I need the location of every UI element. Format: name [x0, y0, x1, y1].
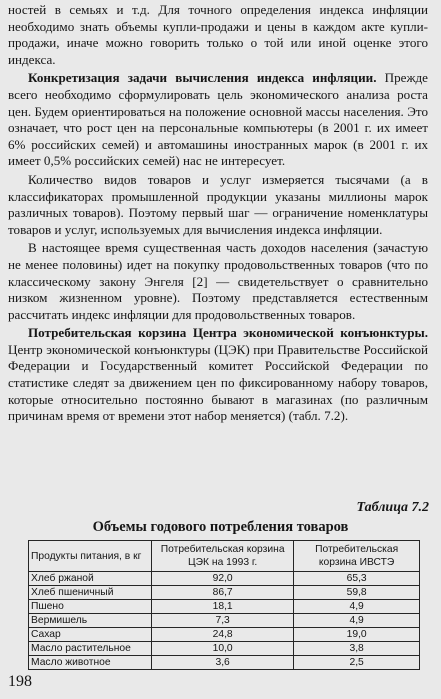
paragraph-2: [8, 70, 428, 170]
table-title: Объемы годового потребления товаров: [92, 519, 349, 535]
header-products: Продукты питания, в кг: [29, 541, 152, 572]
paragraph-2-text: Прежде всего необходимо сформулировать цель экономического анализа роста цен. Будем ориентироваться на положение основной массы населения. Это означает, что рост цен на персональные компьютеры (в 2001 г. их имеет 6% российских семей) и автомашины иностранных марок (в 2001 г. их имеет 0,5% российских семей) нас не интересует.: [8, 70, 428, 169]
cek-value: 18,1: [152, 600, 294, 614]
product-name: Сахар: [29, 628, 152, 642]
table-row: [29, 600, 420, 614]
table-row: [29, 628, 420, 642]
paragraph-4: В настоящее время существенная часть доходов населения (зачастую не менее половины) идет на покупку продовольственных товаров (что по классическому закону Энгеля [2] — свидетельствует о сравнительно низком жизненном уровне). Поэтому представляется естественным рассчитать индекс инфляции для продовольственных товаров.: [8, 240, 428, 322]
table-caption: Таблица 7.2: [356, 500, 429, 515]
cek-value: 7,3: [152, 614, 294, 628]
table-row: [29, 572, 420, 586]
ivste-value: 3,8: [294, 642, 420, 656]
ivste-value: 59,8: [294, 586, 420, 600]
table-row: [29, 614, 420, 628]
ivste-value: 4,9: [294, 614, 420, 628]
product-name: Масло растительное: [29, 642, 152, 656]
header-ivste-basket: Потребительская корзина ИВСТЭ: [294, 541, 420, 572]
paragraph-1: ностей в семьях и т.д. Для точного определения индекса инфляции необходимо знать объемы купли-продажи и цены в каждом акте купли-продажи, иначе можно говорить только о той или иной оценке этого индекса.: [8, 2, 428, 67]
table-header-row: [29, 541, 420, 572]
ivste-value: 4,9: [294, 600, 420, 614]
header-cek-basket: Потребительская корзина ЦЭК на 1993 г.: [152, 541, 294, 572]
paragraph-3: Количество видов товаров и услуг измеряется тысячами (а в классификаторах промышленной продукции указаны миллионы марок различных товаров). Поэтому первый шаг — ограничение номенклатуры товаров и услуг, используемых для вычисления индекса инфляции.: [8, 171, 428, 237]
product-name: Масло животное: [29, 656, 152, 670]
cek-value: 92,0: [152, 572, 294, 586]
table-row: [29, 586, 420, 600]
product-name: Вермишель: [29, 614, 152, 628]
cek-value: 3,6: [152, 656, 294, 670]
cek-value: 24,8: [152, 628, 294, 642]
table-row: [29, 642, 420, 656]
ivste-value: 19,0: [294, 628, 420, 642]
cek-value: 10,0: [152, 642, 294, 656]
cek-value: 86,7: [152, 586, 294, 600]
consumption-table: [28, 540, 420, 670]
body-text: [8, 2, 428, 427]
paragraph-2-heading: Конкретизация задачи вычисления индекса инфляции.: [28, 70, 377, 86]
paragraph-5-heading: Потребительская корзина Центра экономической конъюнктуры.: [28, 325, 428, 341]
table-row: [29, 656, 420, 670]
paragraph-5: [8, 325, 428, 425]
ivste-value: 65,3: [294, 572, 420, 586]
product-name: Хлеб ржаной: [29, 572, 152, 586]
page-number: 198: [8, 673, 32, 690]
product-name: Хлеб пшеничный: [29, 586, 152, 600]
paragraph-5-text: Центр экономической конъюнктуры (ЦЭК) при Правительстве Российской Федерации и Государственный комитет Российской Федерации по статистике следят за движением цен по фиксированному набору товаров, которые относительно постоянно бывают в магазинах (по различным причинам время от времени этот набор меняется) (табл. 7.2).: [8, 341, 428, 424]
ivste-value: 2,5: [294, 656, 420, 670]
product-name: Пшено: [29, 600, 152, 614]
